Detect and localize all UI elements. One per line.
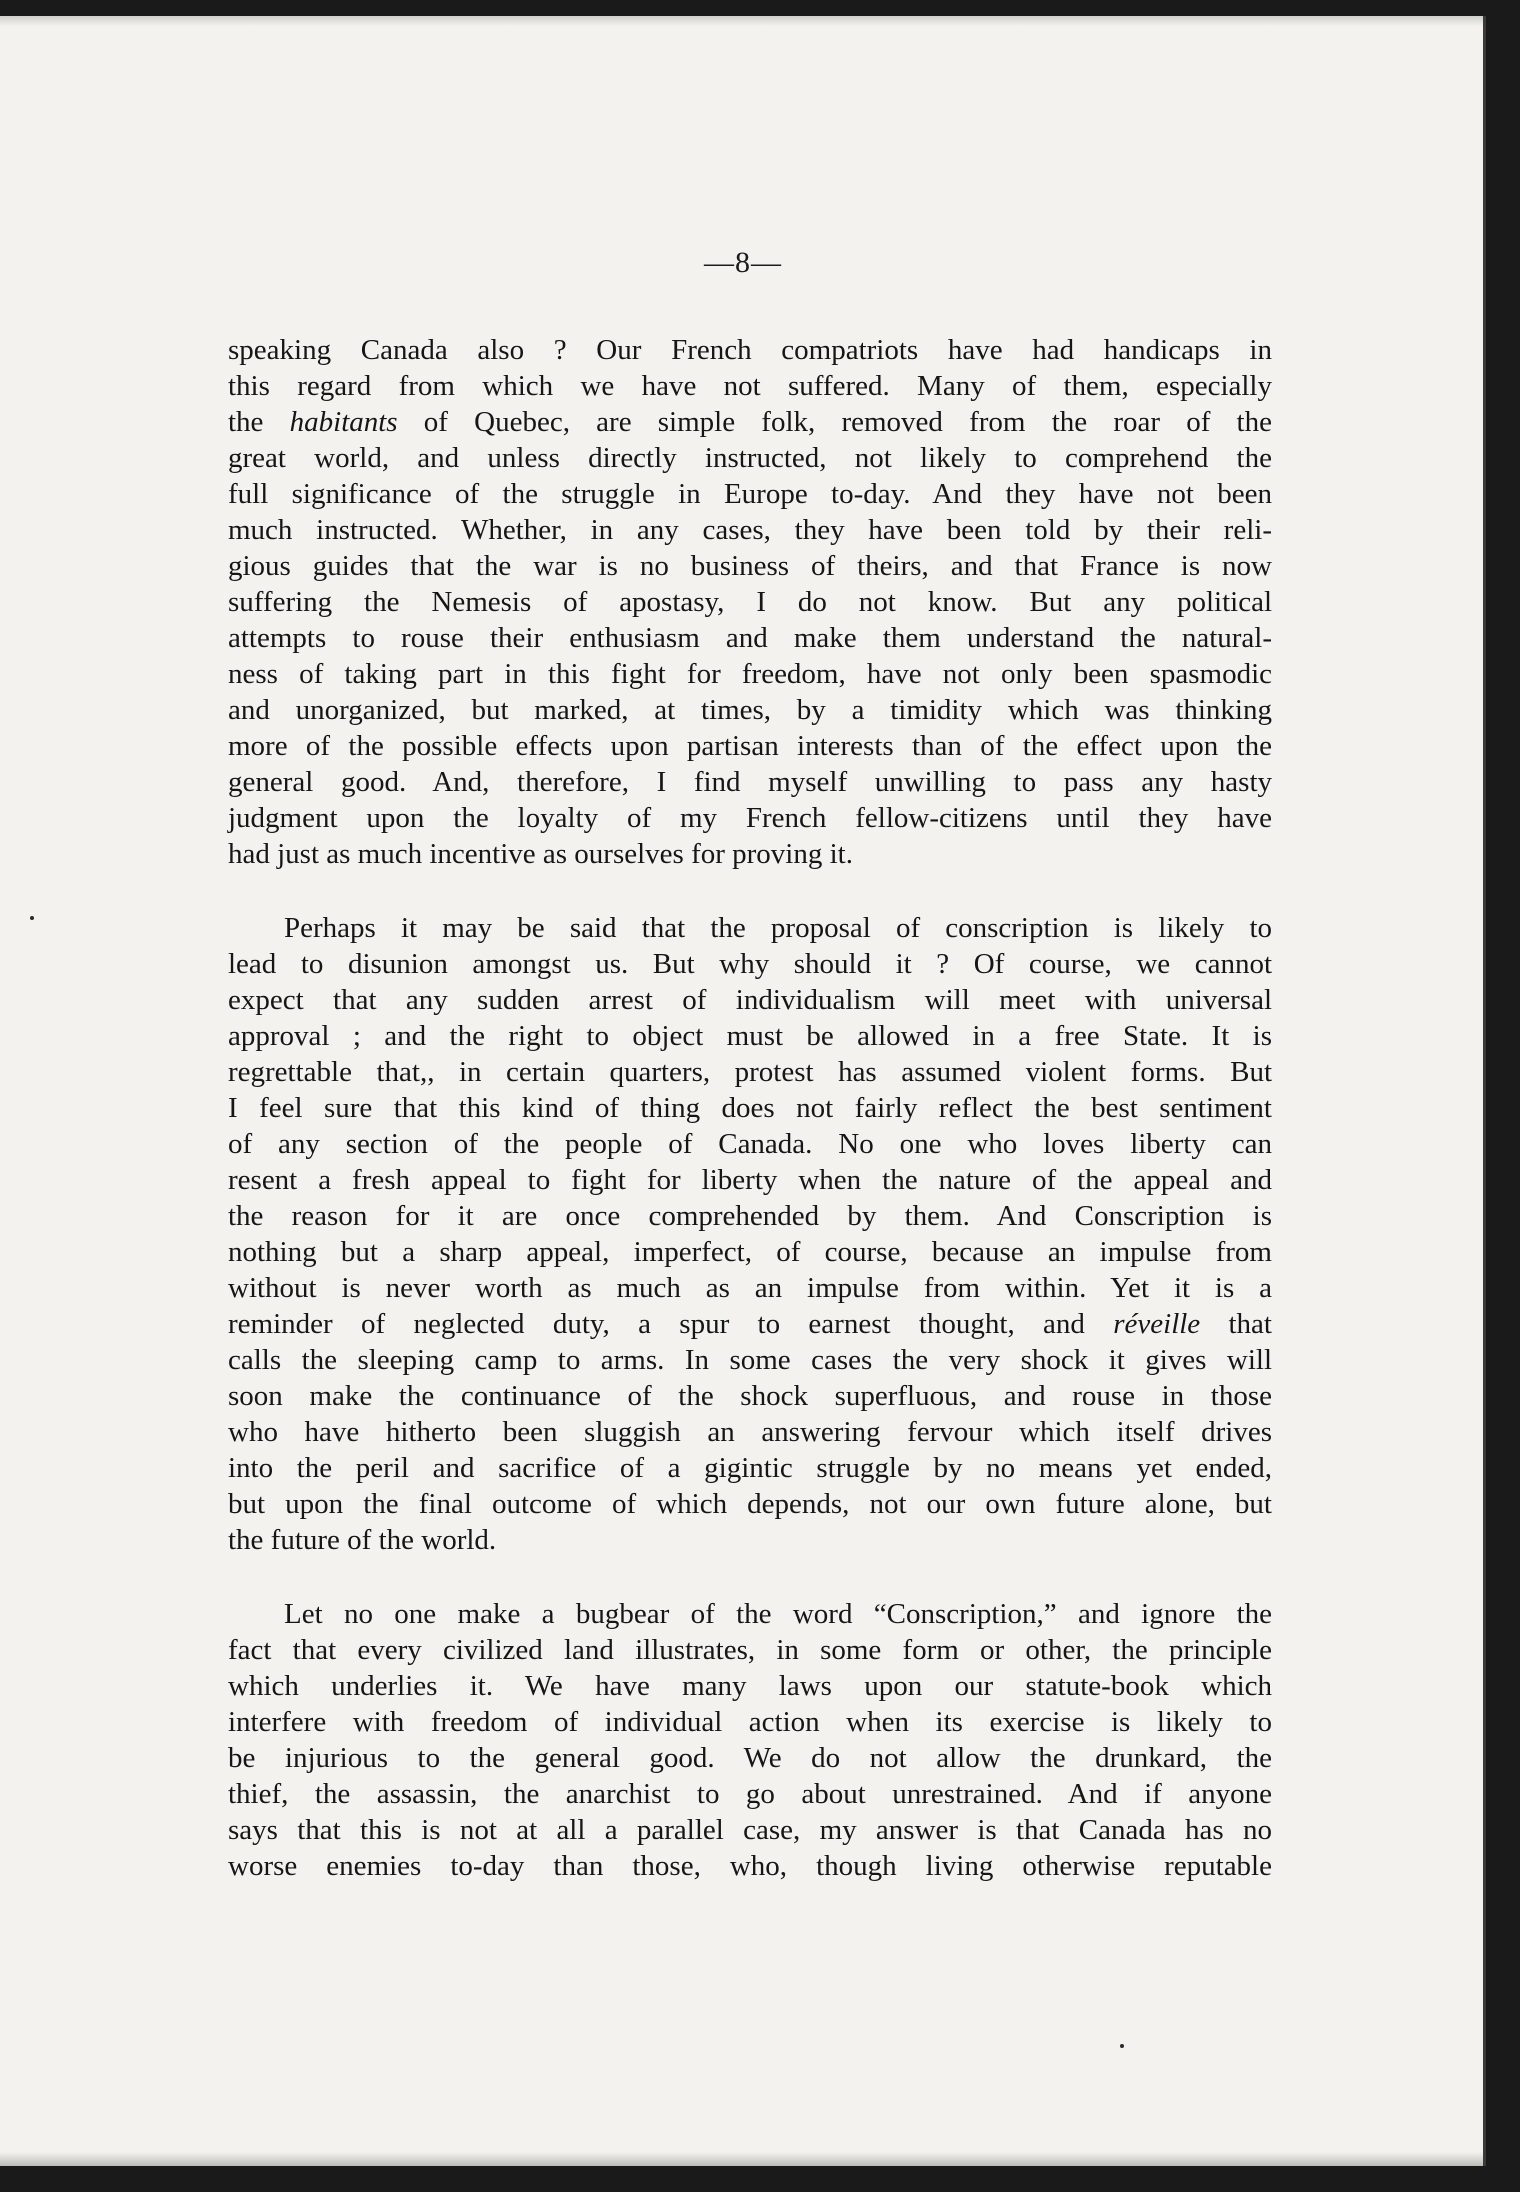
text-line: gious guides that the war is no business of theirs, and that France is now [228,550,1272,582]
text-line: of any section of the people of Canada. No one who loves liberty can [228,1128,1272,1160]
text-line: who have hitherto been sluggish an answering fervour which itself drives [228,1416,1272,1448]
text-line: calls the sleeping camp to arms. In some cases the very shock it gives will [228,1344,1272,1376]
text-line: interfere with freedom of individual action when its exercise is likely to [228,1706,1272,1738]
text-line: expect that any sudden arrest of individualism will meet with universal [228,984,1272,1016]
text-line: be injurious to the general good. We do not allow the drunkard, the [228,1742,1272,1774]
text-line: soon make the continuance of the shock superfluous, and rouse in those [228,1380,1272,1412]
text-line: speaking Canada also ? Our French compatriots have had handicaps in [228,334,1272,366]
text-line: lead to disunion amongst us. But why should it ? Of course, we cannot [228,948,1272,980]
text-line: attempts to rouse their enthusiasm and make them understand the natural- [228,622,1272,654]
text-line: the habitants of Quebec, are simple folk, removed from the roar of the [228,406,1272,438]
scan-speck [30,916,34,920]
text-line: more of the possible effects upon partisan interests than of the effect upon the [228,730,1272,762]
text-line: but upon the final outcome of which depends, not our own future alone, but [228,1488,1272,1520]
text-line: Let no one make a bugbear of the word “Conscription,” and ignore the [284,1598,1272,1630]
text-line: fact that every civilized land illustrates, in some form or other, the principle [228,1634,1272,1666]
text-line: thief, the assassin, the anarchist to go about unrestrained. And if anyone [228,1778,1272,1810]
italic-term: habitants [289,406,398,438]
italic-term: réveille [1113,1308,1201,1340]
text-line: nothing but a sharp appeal, imperfect, of course, because an impulse from [228,1236,1272,1268]
text-line: reminder of neglected duty, a spur to earnest thought, and réveille that [228,1308,1272,1340]
text-line: which underlies it. We have many laws upon our statute-book which [228,1670,1272,1702]
text-line: much instructed. Whether, in any cases, they have been told by their reli- [228,514,1272,546]
text-line: judgment upon the loyalty of my French fellow-citizens until they have [228,802,1272,834]
text-line: says that this is not at all a parallel case, my answer is that Canada has no [228,1814,1272,1846]
paragraph-1 [228,332,1272,872]
scan-speck [1120,2044,1124,2048]
text-line: general good. And, therefore, I find myself unwilling to pass any hasty [228,766,1272,798]
text-line: this regard from which we have not suffered. Many of them, especially [228,370,1272,402]
text-line: worse enemies to-day than those, who, though living otherwise reputable [228,1850,1272,1882]
body-text [228,332,1272,1922]
text-line: the reason for it are once comprehended by them. And Conscription is [228,1200,1272,1232]
text-line: resent a fresh appeal to fight for liberty when the nature of the appeal and [228,1164,1272,1196]
text-line: into the peril and sacrifice of a gigintic struggle by no means yet ended, [228,1452,1272,1484]
scan-shadow-top [0,16,1483,26]
text-line: suffering the Nemesis of apostasy, I do not know. But any political [228,586,1272,618]
text-line: and unorganized, but marked, at times, by a timidity which was thinking [228,694,1272,726]
text-line: the future of the world. [228,1524,497,1556]
text-line: had just as much incentive as ourselves for proving it. [228,838,853,870]
text-line: without is never worth as much as an impulse from within. Yet it is a [228,1272,1272,1304]
text-line: approval ; and the right to object must be allowed in a free State. It is [228,1020,1272,1052]
text-line: Perhaps it may be said that the proposal of conscription is likely to [284,912,1272,944]
text-line: I feel sure that this kind of thing does not fairly reflect the best sentiment [228,1092,1272,1124]
scan-shadow-bottom [0,2152,1483,2166]
paragraph-2 [228,910,1272,1558]
text-line: ness of taking part in this fight for freedom, have not only been spasmodic [228,658,1272,690]
text-line: regrettable that,, in certain quarters, protest has assumed violent forms. But [228,1056,1272,1088]
book-page [0,16,1486,2166]
text-line: full significance of the struggle in Europe to-day. And they have not been [228,478,1272,510]
text-line: great world, and unless directly instructed, not likely to comprehend the [228,442,1272,474]
page-number: —8— [704,246,782,279]
paragraph-3 [228,1596,1272,1884]
